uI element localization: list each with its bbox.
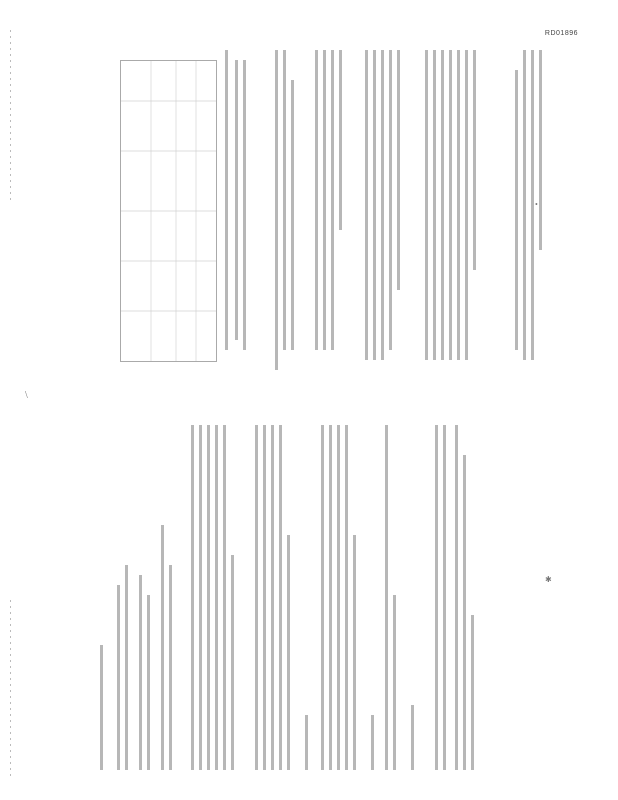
left-heading [0,0,1,1]
scan-mark: ✱ [545,575,552,584]
right-column-text [215,40,595,400]
scan-edge-dash [10,600,11,780]
left-column-text [95,415,495,785]
data-table [120,60,217,362]
scan-mark: \ [25,390,28,401]
document-id: RD01896 [544,30,578,37]
table-grid [121,61,216,361]
scan-edge-dash [10,30,11,200]
scan-mark: • [535,200,538,209]
